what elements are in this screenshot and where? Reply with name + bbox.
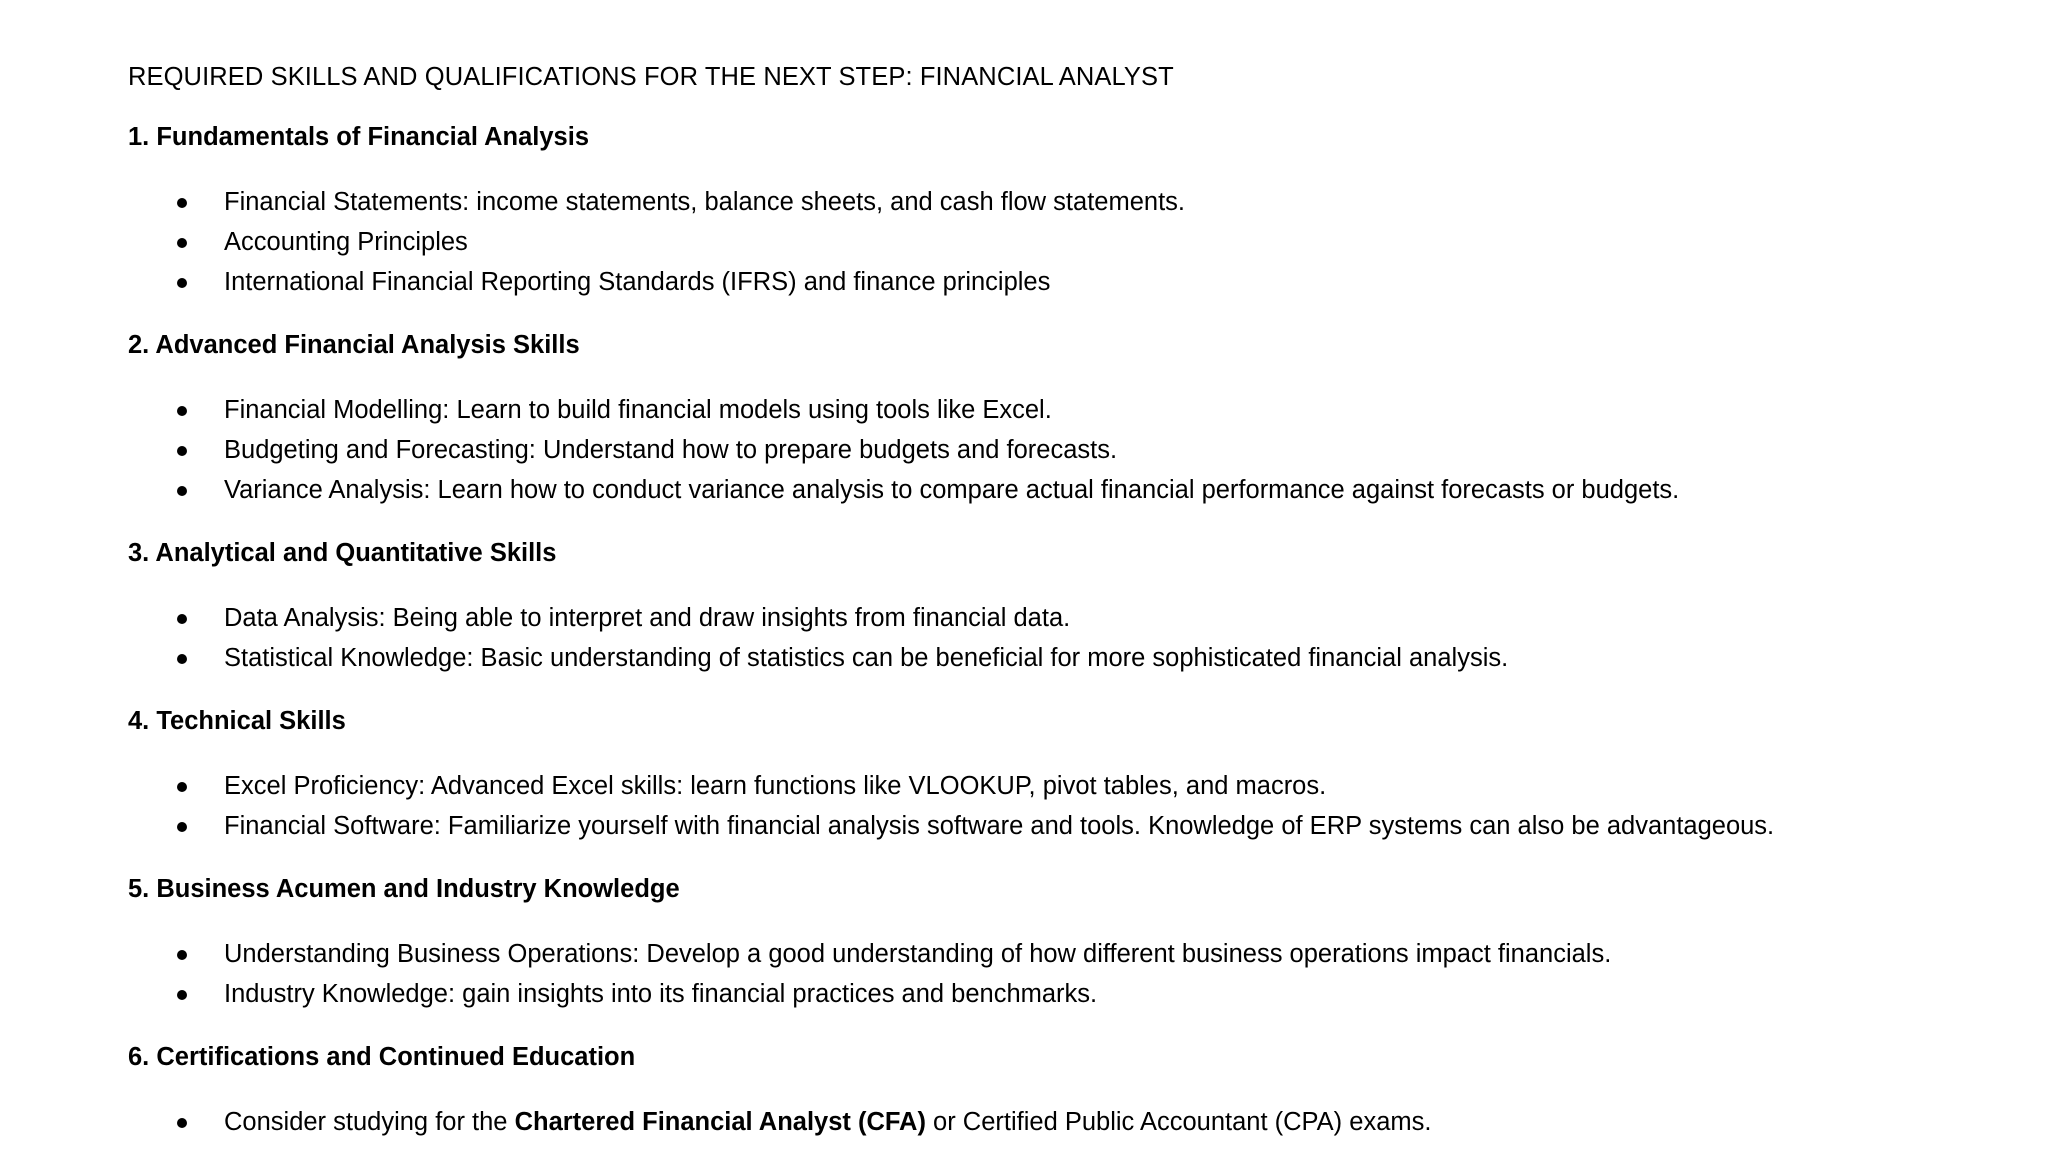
list-item (128, 430, 2008, 470)
bullet-icon (177, 822, 187, 832)
list-item (128, 974, 2008, 1014)
list-item-text: Budgeting and Forecasting: Understand how to prepare budgets and forecasts. (224, 436, 1118, 464)
bullet-icon (177, 950, 187, 960)
bullet-icon (177, 990, 187, 1000)
list-item (128, 934, 2008, 974)
list-item-text: Data Analysis: Being able to interpret and draw insights from financial data. (224, 604, 1071, 632)
section-heading-certifications: 6. Certifications and Continued Education (128, 1043, 636, 1071)
bullet-list-analytical-skills (128, 598, 2008, 678)
cert-item-cfa: Chartered Financial Analyst (CFA) (514, 1108, 926, 1136)
bullet-list-technical-skills (128, 766, 2008, 846)
bullet-icon (177, 614, 187, 624)
list-item-text: Statistical Knowledge: Basic understanding of statistics can be beneficial for more sophisticated financial analysis. (224, 644, 1509, 672)
bullet-list-fundamentals (128, 182, 2008, 302)
list-item (128, 390, 2008, 430)
list-item (128, 182, 2008, 222)
list-item (128, 1102, 2008, 1142)
list-item-text: Financial Statements: income statements, balance sheets, and cash flow statements. (224, 188, 1185, 216)
list-item-text: Financial Software: Familiarize yourself with financial analysis software and tools. Knowledge of ERP systems can also be advantageous. (224, 812, 1775, 840)
list-item (128, 598, 2008, 638)
list-item (128, 806, 2008, 846)
bullet-icon (177, 486, 187, 496)
bullet-icon (177, 278, 187, 288)
bullet-icon (177, 1118, 187, 1128)
list-item-text: Excel Proficiency: Advanced Excel skills: learn functions like VLOOKUP, pivot tables, and macros. (224, 772, 1327, 800)
list-item (128, 470, 2008, 510)
list-item (128, 766, 2008, 806)
bullet-icon (177, 238, 187, 248)
section-heading-fundamentals: 1. Fundamentals of Financial Analysis (128, 123, 590, 151)
bullet-icon (177, 782, 187, 792)
section-heading-advanced-analysis: 2. Advanced Financial Analysis Skills (128, 331, 580, 359)
list-item (128, 222, 2008, 262)
bullet-icon (177, 198, 187, 208)
bullet-list-certifications (128, 1102, 2008, 1142)
section-heading-technical-skills: 4. Technical Skills (128, 707, 346, 735)
list-item (128, 638, 2008, 678)
list-item-text: Variance Analysis: Learn how to conduct variance analysis to compare actual financial performance against forecasts or budgets. (224, 476, 1680, 504)
bullet-icon (177, 406, 187, 416)
cert-item-prefix: Consider studying for the (224, 1108, 515, 1136)
section-heading-business-acumen: 5. Business Acumen and Industry Knowledge (128, 875, 680, 903)
list-item (128, 262, 2008, 302)
bullet-icon (177, 654, 187, 664)
list-item-text: Industry Knowledge: gain insights into its financial practices and benchmarks. (224, 980, 1098, 1008)
document-page (128, 60, 2008, 1168)
list-item-text: Accounting Principles (224, 228, 468, 256)
cert-item-suffix: or Certified Public Accountant (CPA) exams. (925, 1108, 1432, 1136)
section-heading-analytical-skills: 3. Analytical and Quantitative Skills (128, 539, 557, 567)
list-item-text: Financial Modelling: Learn to build financial models using tools like Excel. (224, 396, 1052, 424)
bullet-list-advanced-analysis (128, 390, 2008, 510)
bullet-list-business-acumen (128, 934, 2008, 1014)
bullet-icon (177, 446, 187, 456)
list-item-text: Understanding Business Operations: Develop a good understanding of how different business operations impact financials. (224, 940, 1612, 968)
list-item-text: International Financial Reporting Standards (IFRS) and finance principles (224, 268, 1051, 296)
document-title: REQUIRED SKILLS AND QUALIFICATIONS FOR THE NEXT STEP: FINANCIAL ANALYST (128, 63, 1174, 91)
